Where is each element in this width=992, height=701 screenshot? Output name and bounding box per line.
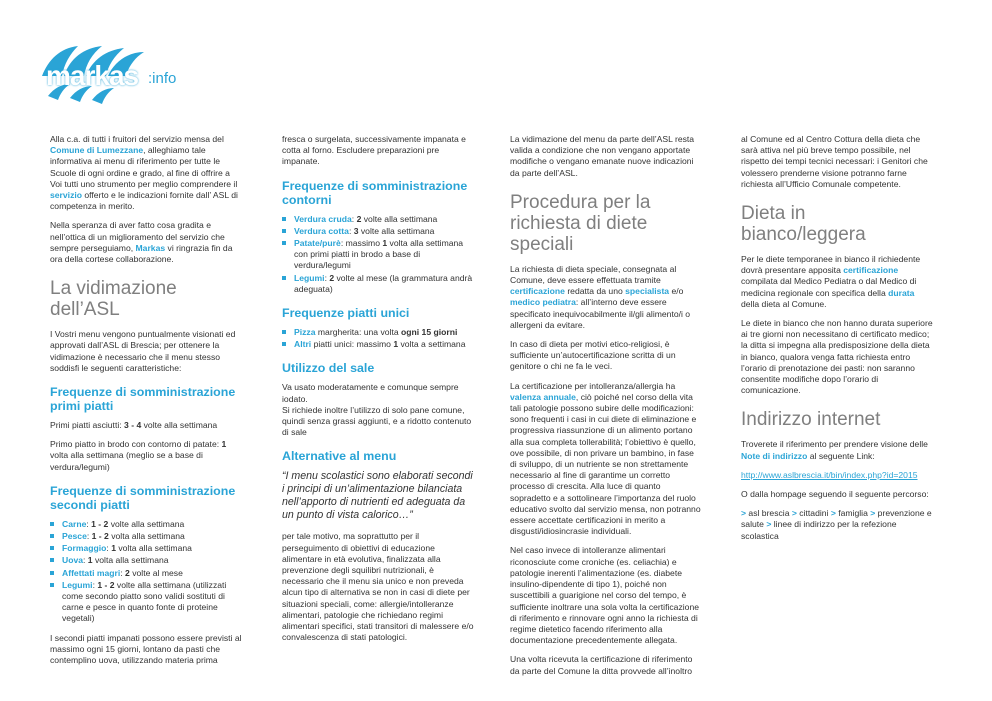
bianco-paragraph: Per le diete temporanee in bianco il richiedente dovrà presentare apposita certificazione compilata dal Medico Pediatra o dal Medico di medicina regionale con specifica della durata della dieta al Comune. xyxy=(741,254,921,309)
comune-name: Comune di Lumezzane xyxy=(50,145,144,156)
arrow-icon: > xyxy=(830,508,836,519)
heading-procedura: Procedura per la richiesta di diete speciali xyxy=(510,191,651,255)
thanks-paragraph: Nella speranza di aver fatto cosa gradita e nell’ottica di un miglioramento del servizio che sempre perseguiamo, Markas vi ringrazia fin da ora della cortese collaborazione. xyxy=(50,220,233,265)
list-item: Pizza margherita: una volta ogni 15 giorni xyxy=(282,327,474,338)
heading-primi: Frequenze di somministrazione primi piatti xyxy=(50,385,236,414)
heading-internet: Indirizzo internet xyxy=(741,409,881,431)
impanati-continued: fresca o surgelata, successivamente impanata e cotta al forno. Escludere preparazioni pre impanate. xyxy=(282,134,466,167)
list-item: Affettati magri: 2 volte al mese xyxy=(50,568,242,579)
heading-vidimazione: La vidimazione dell’ASL xyxy=(50,278,177,321)
homepage-paragraph: O dalla hompage seguendo il seguente percorso: xyxy=(741,489,929,500)
arrow-icon: > xyxy=(791,508,797,519)
markas-name: Markas xyxy=(135,242,166,253)
bullet-icon xyxy=(282,241,286,245)
column-1 xyxy=(50,134,242,674)
list-item: Verdura cotta: 3 volte alla settimana xyxy=(282,226,474,237)
navigation-path: > asl brescia > cittadini > famiglia > prevenzione e salute > linee di indirizzo per la refezione scolastica xyxy=(741,508,932,541)
bullet-icon xyxy=(282,342,286,346)
list-item: Formaggio: 1 volta alla settimana xyxy=(50,543,242,554)
certificazione-paragraph: La certificazione per intolleranza/allergia ha valenza annuale, ciò poiché nel corso della vita tali patologie possono subire delle modificazioni: sono frequenti i casi in cui diete di eliminazione e progressiva riassunzione di un alimento portano alla sua completa tollerabilità; l’obiettivo è quello, ove possibile, di non privare un bambino, in fase di sviluppo, di un nutriente se non strettamente necessario al fine di garantime un corretto processo di crescita. Alla luce di quanto sopradetto e a sottolineare l’importanza del ruolo educativo svolto dal servizio mensa, non potranno essere accettate certificazioni in merito a disgusti/idiosincrasie individuali. xyxy=(510,380,701,537)
intro-paragraph: Alla c.a. di tutti i fruitori del servizio mensa del Comune di Lumezzane, alleghiamo tale informativa ai menu di riferimento per tutte le Scuole di ogni ordine e grado, al fine di offrire a Voi tutti uno strumento per meglio comprendere il servizio offerto e le indicazioni fornite dall’ ASL di competenza in merito. xyxy=(50,134,238,212)
logo-suffix-text: info xyxy=(152,70,177,87)
bullet-icon xyxy=(50,571,54,575)
heading-sale: Utilizzo del sale xyxy=(282,361,375,376)
secondi-list xyxy=(50,519,242,625)
croniche-paragraph: Nel caso invece di intolleranze alimentari riconosciute come croniche (es. celiachia) e patologie inerenti l’alimentazione (es. diabete insulino-dipendente di tipo 1), poiché non suscettibili a guarigione nel corso del tempo, è sufficiente inoltrare una sola volta la certificazione di riferimento e rinnovare ogni anno la richiesta di regime dietetico facendo riferimento alla documentazione precedentemente allegata. xyxy=(510,545,700,646)
logo-name: markas xyxy=(46,60,139,91)
list-item: Pesce: 1 - 2 volta alla settimana xyxy=(50,531,242,542)
etico-religiosi-paragraph: In caso di dieta per motivi etico-religiosi, è sufficiente un’autocertificazione scritta di un genitore o chi ne fa le veci. xyxy=(510,339,676,372)
list-item: Carne: 1 - 2 volte alla settimana xyxy=(50,519,242,530)
arrow-icon: > xyxy=(870,508,876,519)
alternative-paragraph: per tale motivo, ma soprattutto per il perseguimento di obiettivi di educazione alimentare in età evolutiva, finalizzata alla prevenzione degli squilibri nutrizionali, è necessario che il menu sia unico e non preveda alcun tipo di alternativa se non in casi di diete per situazioni speciali, come: allergie/intolleranze alimentari, patologie che richiedano regimi alimentari specifici, stati transitori di malessere e/o convalescenza di stati patologici. xyxy=(282,531,474,643)
bianco-durata-paragraph: Le diete in bianco che non hanno durata superiore ai tre giorni non necessitano di certificato medico; la ditta si impegna alla predisposizione della dieta in bianco, qualora venga fatta richiesta entro l’orario di prenotazione dei pasti: non saranno consentite modifiche dopo l’orario di comunicazione. xyxy=(741,318,933,396)
menu-quote: “I menu scolastici sono elaborati secondi i principi di un’alimentazione bilanciata nell’apporto di nutrienti ed adeguata da un punto di vista calorico…” xyxy=(282,470,473,522)
bullet-icon xyxy=(282,330,286,334)
heading-unici: Frequenze piatti unici xyxy=(282,306,410,321)
bullet-icon xyxy=(50,534,54,538)
list-item: Legumi: 2 volte al mese (la grammatura andrà adeguata) xyxy=(282,273,474,295)
vidimazione-validity: La vidimazione del menu da parte dell’ASL resta valida a condizione che non vengano apportate modifiche o vengano emanate nuove indicazioni da parte dell’ASL. xyxy=(510,134,695,178)
bullet-icon xyxy=(50,522,54,526)
primi-brodo: Primo piatto in brodo con contorno di patate: 1 volta alla settimana (meglio se a base di verdura/legumi) xyxy=(50,439,227,472)
heading-alternative: Alternative al menu xyxy=(282,449,397,464)
unici-list xyxy=(282,327,474,350)
logo-suffix: :info xyxy=(148,70,177,87)
heading-dieta-bianco: Dieta in bianco/leggera xyxy=(741,203,866,246)
heading-contorni: Frequenze di somministrazione contorni xyxy=(282,178,468,207)
asl-link[interactable]: http://www.aslbrescia.it/bin/index.php?id=2015 xyxy=(741,469,918,480)
list-item: Uova: 1 volta alla settimana xyxy=(50,555,242,566)
bullet-icon xyxy=(50,546,54,550)
bullet-icon xyxy=(282,276,286,280)
arrow-icon: > xyxy=(766,519,772,530)
list-item: Altri piatti unici: massimo 1 volta a settimana xyxy=(282,339,474,350)
column-2 xyxy=(282,134,474,651)
sale-paragraph: Va usato moderatamente e comunque sempre iodato. Si richiede inoltre l’utilizzo di solo pane comune, quindi senza grassi aggiunti, e a ridotto contenuto di sale xyxy=(282,382,472,438)
richiesta-paragraph: La richiesta di dieta speciale, consegnata al Comune, deve essere effettuata tramite certificazione redatta da uno specialista e/o medico pediatra: all’interno deve essere specificato inequivocabilmente il/gli alimento/i o allergeni da evitare. xyxy=(510,263,691,330)
bullet-icon xyxy=(282,217,286,221)
column-3 xyxy=(510,134,702,685)
impanati-paragraph: I secondi piatti impanati possono essere previsti al massimo ogni 15 giorni, lontano da pasti che contemplino uova, utilizzando materia prima xyxy=(50,632,242,666)
arrow-icon: > xyxy=(741,508,747,519)
list-item: Patate/purè: massimo 1 volta alla settimana con primi piatti in brodo a base di verdura/legumi xyxy=(282,238,474,272)
list-item: Verdura cruda: 2 volte alla settimana xyxy=(282,214,474,225)
column-4 xyxy=(741,134,933,550)
list-item: Legumi: 1 - 2 volte alla settimana (utilizzati come secondo piatto sono validi sostituti di carne e pesce in quanto fonte di proteine vegetali) xyxy=(50,580,242,625)
inoltro-paragraph: Una volta ricevuta la certificazione di riferimento da parte del Comune la ditta provvede all’inoltro xyxy=(510,654,693,676)
inoltro-continued: al Comune ed al Centro Cottura della dieta che sarà attiva nel più breve tempo possibile, nel rispetto dei tempi tecnici necessari: i Genitori che volessero prenderne visione potranno farne richiesta all’Ufficio Comunale competente. xyxy=(741,134,928,189)
internet-paragraph: Troverete il riferimento per prendere visione delle Note di indirizzo al seguente Link: xyxy=(741,439,928,461)
vidimazione-paragraph: I Vostri menu vengono puntualmente visionati ed approvati dall’ASL di Brescia; per ottenere la vidimazione è necessario che il menu stesso soddisfi le seguenti caratteristiche: xyxy=(50,329,236,373)
bullet-icon xyxy=(282,229,286,233)
heading-secondi: Frequenze di somministrazione secondi piatti xyxy=(50,483,236,512)
primi-asciutti: Primi piatti asciutti: 3 - 4 volte alla settimana xyxy=(50,420,218,431)
markas-logo xyxy=(40,40,190,110)
bullet-icon xyxy=(50,558,54,562)
contorni-list xyxy=(282,214,474,295)
bullet-icon xyxy=(50,583,54,587)
